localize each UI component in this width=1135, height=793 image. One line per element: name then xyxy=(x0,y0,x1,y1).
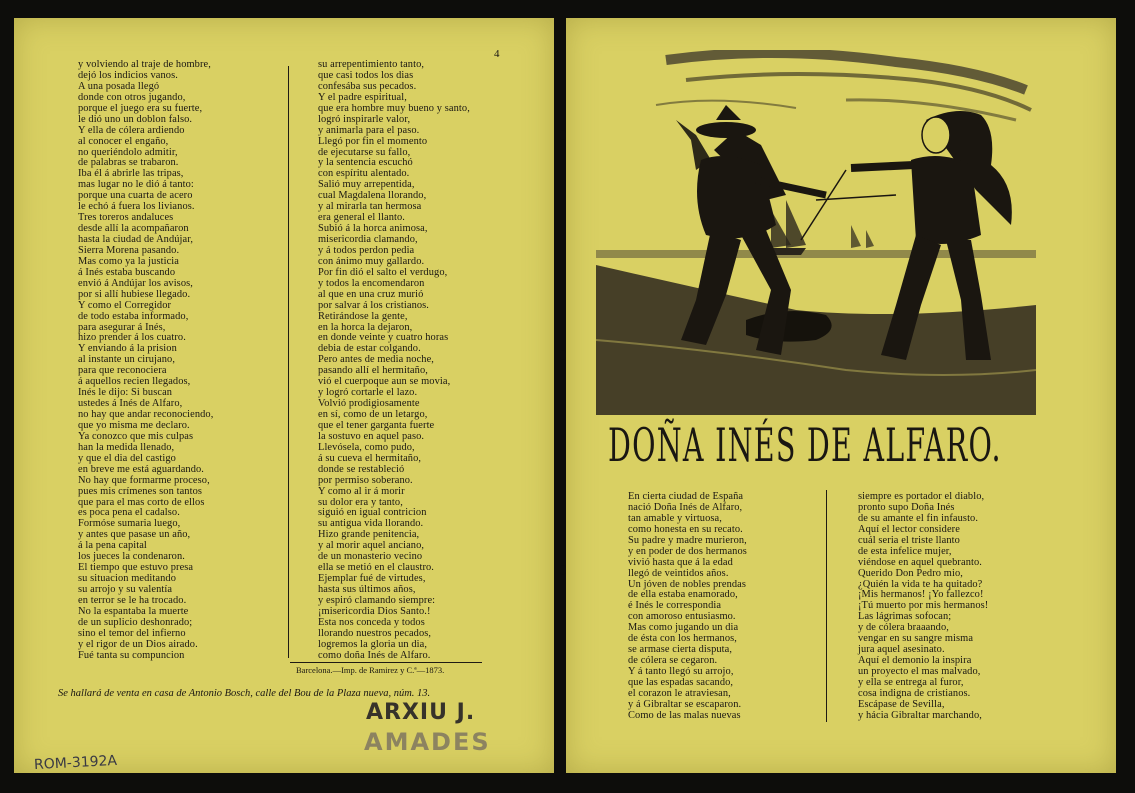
verse-line: A una posada llegó xyxy=(78,80,160,92)
verse-line: Formóse sumaria luego, xyxy=(78,518,181,530)
verse-line: hasta la ciudad de Andújar, xyxy=(78,234,194,245)
verse-line: Mas como jugando un dia xyxy=(628,622,739,634)
verse-line: hasta sus últimos años, xyxy=(318,584,416,595)
verse-line: y la sentencia escuchó xyxy=(318,157,413,169)
sailing-ship xyxy=(756,200,874,255)
verse-line: Y como el Corregidor xyxy=(78,299,172,311)
verse-line: Ejemplar fué de virtudes, xyxy=(318,573,426,585)
verse-line: y logró cortarle el lazo. xyxy=(318,387,418,399)
archive-stamp: ARXIU J. xyxy=(366,700,476,725)
verse-line: por permiso soberano. xyxy=(318,474,413,486)
verse-line: de ésta con los hermanos, xyxy=(628,633,737,645)
verse-line: Un jóven de nobles prendas xyxy=(628,578,747,590)
verse-line: Volvió prodigiosamente xyxy=(318,398,420,410)
verse-line: No la espantaba la muerte xyxy=(78,605,189,617)
verse-line: Sierra Morena pasando. xyxy=(78,244,180,256)
verse-line: logremos la gloria un dia, xyxy=(318,638,428,650)
fold-hole xyxy=(560,565,566,575)
verse-line: Y enviando á la prision xyxy=(78,343,177,355)
left-verse-column-2 xyxy=(318,60,470,662)
verse-line: envió á Andújar los avisos, xyxy=(78,277,193,289)
verse-line: Escápase de Sevilla, xyxy=(858,698,945,710)
verse-line: era general el llanto. xyxy=(318,212,406,224)
verse-line: el corazon le atraviesan, xyxy=(628,687,731,699)
verse-line: Mas como ya la justicia xyxy=(78,255,179,267)
verse-line: y ella se entrega al furor, xyxy=(858,676,964,688)
imprint-line: Barcelona.—Imp. de Ramirez y C.ª—1873. xyxy=(296,665,445,675)
verse-line: que para el mas corto de ellos xyxy=(78,496,205,508)
verse-line: en terror se le ha trocado. xyxy=(78,594,187,606)
verse-line: ¿Quién la vida te ha quitado? xyxy=(858,578,983,590)
verse-line: y antes que pasase un año, xyxy=(78,529,191,541)
verse-line: la sostuvo en aquel paso. xyxy=(318,430,425,442)
verse-line: de su amante el fin infausto. xyxy=(858,512,979,524)
verse-line: de todo estaba informado, xyxy=(78,310,189,322)
verse-line: han la medida llenado, xyxy=(78,441,175,453)
verse-line: en breve me está aguardando. xyxy=(78,463,204,475)
verse-line: Inés le dijo: Si buscan xyxy=(78,387,173,399)
verse-line: ella se metió en el claustro. xyxy=(318,562,434,574)
verse-line: por salvar á los cristianos. xyxy=(318,299,430,311)
verse-line: Las lágrimas sofocan; xyxy=(858,611,952,623)
verse-line: de ejecutarse su fallo, xyxy=(318,146,411,158)
verse-line: un proyecto el mas malvado, xyxy=(858,666,981,677)
verse-line: Iba él á abrirle las tripas, xyxy=(78,168,184,180)
catalog-mark: ROM-3192A xyxy=(33,752,118,774)
verse-line: ¡Mis hermanos! ¡Yo fallezco! xyxy=(858,589,984,601)
verse-line: su arrojo y su valentía xyxy=(78,584,173,595)
verse-line: con ánimo muy gallardo. xyxy=(318,255,425,267)
verse-line: jura aquel asesinato. xyxy=(858,644,945,656)
verse-line: al instante un cirujano, xyxy=(78,354,176,366)
verse-line: Y ella de cólera ardiendo xyxy=(78,124,185,136)
verse-line: nació Doña Inés de Alfaro, xyxy=(628,501,743,513)
verse-line: y animarla para el paso. xyxy=(318,124,420,136)
verse-line: Y el padre espiritual, xyxy=(318,91,407,103)
verse-line: en sí, como de un letargo, xyxy=(318,409,428,420)
verse-line: de esta infelice mujer, xyxy=(858,545,952,557)
verse-line: como doña Inés de Alfaro. xyxy=(318,649,431,661)
verse-line: á Inés estaba buscando xyxy=(78,266,176,278)
verse-line: Aquí el lector considere xyxy=(858,523,960,535)
verse-line: su situacion meditando xyxy=(78,573,177,585)
right-verse-column-2 xyxy=(858,492,988,722)
verse-line: y de cólera braaando, xyxy=(858,622,949,634)
verse-line: llegó de veintidos años. xyxy=(628,567,729,579)
verse-line: Aquí el demonio la inspira xyxy=(858,655,972,667)
verse-line: que yo misma me declaro. xyxy=(78,419,190,431)
verse-line: Como de las malas nuevas xyxy=(628,709,741,721)
verse-line: Tres toreros andaluces xyxy=(78,212,174,224)
verse-line: Por fin dió el salto el verdugo, xyxy=(318,266,448,278)
verse-line: no hay que andar reconociendo, xyxy=(78,409,214,420)
verse-line: Retirándose la gente, xyxy=(318,310,408,322)
verse-line: que era hombre muy bueno y santo, xyxy=(318,102,470,114)
verse-line: Pero antes de media noche, xyxy=(318,354,434,366)
verse-line: que el tener garganta fuerte xyxy=(318,419,435,431)
verse-line: de un monasterio vecino xyxy=(318,551,423,563)
verse-line: cual Magdalena llorando, xyxy=(318,190,427,202)
verse-line: le echó á fuera los livianos. xyxy=(78,201,195,213)
verse-line: su antigua vida llorando. xyxy=(318,518,424,530)
verse-line: de un suplicio deshonrado; xyxy=(78,616,193,628)
right-sword xyxy=(801,170,846,240)
verse-line: al que en una cruz murió xyxy=(318,288,424,300)
verse-line: porque una cuarta de acero xyxy=(78,190,193,202)
column-divider xyxy=(826,490,827,722)
fold-hole xyxy=(560,130,566,140)
verse-line: siempre es portador el diablo, xyxy=(858,491,985,502)
verse-line: Ya conozco que mis culpas xyxy=(78,430,194,442)
verse-line: logró inspirarle valor, xyxy=(318,113,411,125)
verse-line: en la horca la dejaron, xyxy=(318,321,413,333)
verse-line: ¡misericordia Dios Santo.! xyxy=(318,605,431,617)
verse-line: confesába sus pecados. xyxy=(318,80,417,92)
verse-line: vió el cuerpoque aun se movia, xyxy=(318,376,451,388)
verse-line: pues mis crímenes son tantos xyxy=(78,485,203,497)
verse-line: No hay que formarme proceso, xyxy=(78,474,210,486)
verse-line: y todos la encomendaron xyxy=(318,277,425,289)
verse-line: Llegó por fin el momento xyxy=(318,135,428,147)
verse-line: Salió muy arrepentida, xyxy=(318,179,415,191)
verse-line: Llevósela, como pudo, xyxy=(318,441,415,453)
verse-line: Esta nos conceda y todos xyxy=(318,616,425,628)
verse-line: y hácia Gibraltar marchando, xyxy=(858,709,982,721)
verse-line: á la pena capital xyxy=(78,540,147,552)
verse-line: y el rigor de un Dios airado. xyxy=(78,638,198,650)
sky-clouds xyxy=(656,53,1031,120)
fold-hole xyxy=(560,350,566,360)
verse-line: siguió en igual contricion xyxy=(318,507,427,519)
verse-line: ustedes á Inés de Alfaro, xyxy=(78,398,183,410)
verse-line: misericordia clamando, xyxy=(318,234,418,245)
verse-line: á aquellos recien llegados, xyxy=(78,376,191,388)
verse-line: se armase cierta disputa, xyxy=(628,644,733,656)
verse-line: los jueces la condenaron. xyxy=(78,551,185,563)
verse-line: desde allí la acompañaron xyxy=(78,223,189,235)
column-divider xyxy=(288,66,289,658)
verse-line: y al morir aquel anciano, xyxy=(318,540,425,552)
verse-line: como honesta en su recato. xyxy=(628,523,743,535)
verse-line: con espíritu alentado. xyxy=(318,168,410,180)
verse-line: para asegurar á Inés, xyxy=(78,321,166,333)
right-verse-column-1 xyxy=(628,492,747,722)
verse-line: y espiró clamando siempre: xyxy=(318,594,436,606)
verse-line: y á Gibraltar se escaparon. xyxy=(628,698,742,710)
verse-line: es poca pena el cadalso. xyxy=(78,507,180,519)
verse-line: sino el temor del infierno xyxy=(78,627,186,639)
verse-line: vengar en su sangre misma xyxy=(858,633,974,645)
verse-line: vivió hasta que á la edad xyxy=(628,556,733,568)
verse-line: al conocer el engaño, xyxy=(78,135,169,147)
verse-line: Hizo grande penitencia, xyxy=(318,529,420,541)
sale-notice: Se hallará de venta en casa de Antonio Bosch, calle del Bou de la Plaza nueva, núm. 13. xyxy=(58,688,431,699)
verse-line: ¡Tú muerto por mis hermanos! xyxy=(858,600,989,612)
verse-line: de palabras se trabaron. xyxy=(78,157,179,169)
verse-line: le dió uno un doblon falso. xyxy=(78,113,193,125)
verse-line: Querido Don Pedro mio, xyxy=(858,567,963,579)
verse-line: que casi todos los dias xyxy=(318,69,414,81)
page-number: 4 xyxy=(494,48,500,60)
verse-line: Fué tanta su compuncion xyxy=(78,649,185,661)
verse-line: é Inés le correspondia xyxy=(628,600,722,612)
verse-line: Y á tanto llegó su arrojo, xyxy=(628,666,734,677)
verse-line: y que el dia del castigo xyxy=(78,452,176,464)
verse-line: viéndose en aquel quebranto. xyxy=(858,556,982,568)
verse-line: su arrepentimiento tanto, xyxy=(318,59,425,70)
verse-line: por si allí hubiese llegado. xyxy=(78,288,191,300)
left-verse-column-1 xyxy=(78,60,213,662)
verse-line: pasando allí el hermitaño, xyxy=(318,365,428,377)
verse-line: hizo prender á los cuatro. xyxy=(78,332,186,344)
verse-line: dejó los indicios vanos. xyxy=(78,69,178,81)
archive-stamp-faded: AMADES xyxy=(364,728,491,756)
verse-line: Su padre y madre murieron, xyxy=(628,534,747,546)
verse-line: El tiempo que estuvo presa xyxy=(78,562,194,574)
verse-line: mas lugar no le dió á tanto: xyxy=(78,179,194,191)
verse-line: de ella estaba enamorado, xyxy=(628,589,738,601)
verse-line: Subió á la horca animosa, xyxy=(318,223,428,235)
verse-line: llorando nuestros pecados, xyxy=(318,627,432,639)
verse-line: tan amable y virtuosa, xyxy=(628,512,722,524)
verse-line: y en poder de dos hermanos xyxy=(628,545,747,557)
verse-line: y volviendo al traje de hombre, xyxy=(78,59,211,70)
verse-line: pronto supo Doña Inés xyxy=(858,501,955,513)
verse-line: cosa indigna de cristianos. xyxy=(858,687,971,699)
imprint-rule xyxy=(290,662,482,663)
verse-line: y á todos perdon pedia xyxy=(318,244,415,256)
verse-line: para que reconociera xyxy=(78,365,167,377)
verse-line: que las espadas sacando, xyxy=(628,676,734,688)
verse-line: no queriéndolo admitir, xyxy=(78,146,178,158)
verse-line: En cierta ciudad de España xyxy=(628,491,744,502)
verse-line: donde con otros jugando, xyxy=(78,91,186,103)
verse-line: su dolor era y tanto, xyxy=(318,496,403,508)
verse-line: y al mirarla tan hermosa xyxy=(318,201,422,213)
verse-line: en donde veinte y cuatro horas xyxy=(318,332,449,344)
verse-line: cuál seria el triste llanto xyxy=(858,534,960,546)
verse-line: Y como al ir á morir xyxy=(318,485,405,497)
page-title: DOÑA INÉS DE ALFARO. xyxy=(608,418,1002,472)
woodcut-illustration xyxy=(596,50,1036,415)
verse-line: de cólera se cegaron. xyxy=(628,655,718,667)
verse-line: debia de estar colgando. xyxy=(318,343,421,355)
verse-line: con amoroso entusiasmo. xyxy=(628,611,736,623)
verse-line: á su cueva el hermitaño, xyxy=(318,452,422,464)
verse-line: porque el juego era su fuerte, xyxy=(78,102,203,114)
verse-line: donde se restableció xyxy=(318,463,405,475)
